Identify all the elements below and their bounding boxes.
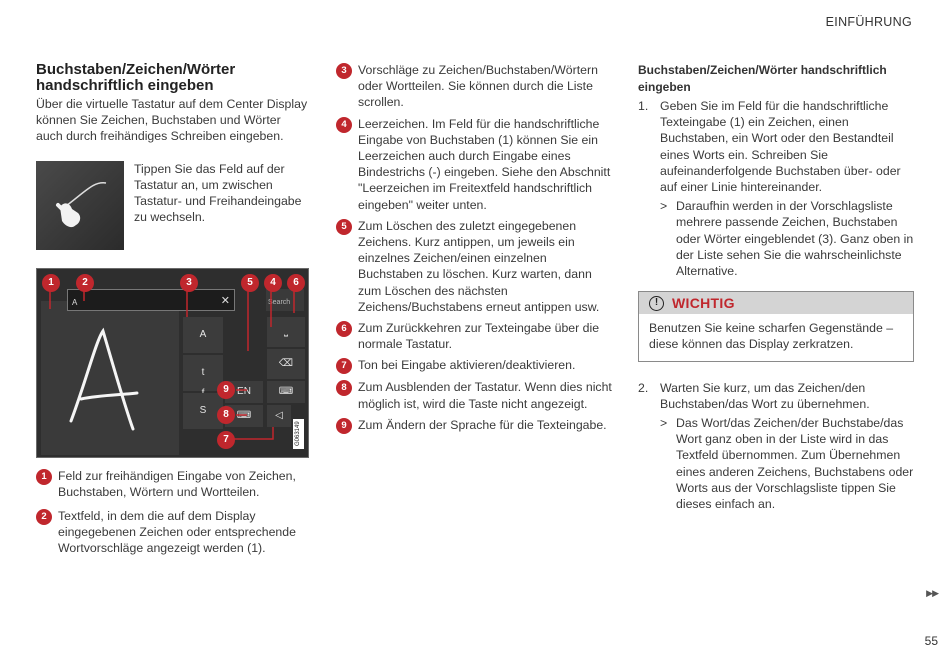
warning-header [639, 292, 913, 314]
step-1-result [638, 198, 914, 279]
callout-1: 1 [42, 274, 60, 292]
handwriting-keyboard-figure [36, 268, 309, 458]
step-text: Warten Sie kurz, um das Zeichen/den Buchstaben/das Wort zu übernehmen. [660, 380, 870, 411]
close-icon[interactable]: ✕ [220, 294, 230, 307]
legend-number: 1 [36, 469, 52, 485]
handwriting-input-area[interactable] [41, 301, 179, 455]
tap-gesture-image [36, 161, 124, 250]
legend-number: 7 [336, 358, 352, 374]
result-marker: > [660, 199, 668, 214]
space-key[interactable]: ⎵ [267, 317, 305, 347]
header-title: EINFÜHRUNG [825, 15, 912, 29]
sound-key[interactable]: ◁ [267, 405, 291, 427]
hide-keyboard-key[interactable]: ⌨ [225, 405, 263, 427]
legend-text: Zum Ausblenden der Tastatur. Wenn dies nicht möglich ist, wird die Taste nicht angezeigt. [358, 380, 612, 411]
suggestion-t[interactable]: t [183, 355, 223, 391]
suggestion-a[interactable]: A [183, 317, 223, 353]
legend-number: 9 [336, 418, 352, 434]
legend-item [336, 62, 612, 111]
step-2 [638, 380, 914, 412]
page-number: 55 [924, 634, 938, 648]
step-1 [638, 98, 914, 195]
column-middle [336, 62, 612, 439]
language-key[interactable]: EN [225, 381, 263, 403]
callout-7: 7 [217, 431, 235, 449]
warning-text: Benutzen Sie keine scharfen Gegenstände – diese können das Display zerkratzen. [649, 321, 894, 352]
legend-item [36, 468, 308, 500]
space-key-placeholder [225, 317, 263, 347]
warning-box [638, 291, 914, 361]
text-field-value: A [72, 297, 78, 307]
legend-item [336, 218, 612, 315]
legend-text: Textfeld, in dem die auf dem Display eingegebenen Zeichen oder entsprechende Wortvorschläge angezeigt werden (1). [58, 509, 296, 556]
result-marker: > [660, 416, 668, 431]
legend-item [336, 116, 612, 213]
step-2-result [638, 415, 914, 512]
hand-tap-icon [36, 161, 124, 250]
text-field[interactable] [67, 289, 235, 311]
intro-paragraph: Über die virtuelle Tastatur auf dem Center Display können Sie Zeichen, Buchstaben und Wörter auch durch freihändiges Schreiben eingeben. [36, 97, 308, 144]
section-heading: Buchstaben/Zeichen/Wörter handschriftlich eingeben [36, 61, 236, 94]
suggestion-s[interactable]: S [183, 393, 223, 429]
procedure-heading: Buchstaben/Zeichen/Wörter handschriftlich eingeben [638, 63, 887, 94]
legend-number: 8 [336, 380, 352, 396]
backspace-key[interactable]: ⌫ [267, 349, 305, 379]
callout-4: 4 [264, 274, 282, 292]
step-number: 1. [638, 99, 649, 113]
next-page-arrows: ▶▶ [926, 588, 938, 598]
figure-id: G063149 [293, 419, 304, 449]
legend-item [36, 508, 308, 557]
warning-icon: ! [649, 296, 664, 311]
legend-item [336, 417, 612, 434]
callout-2: 2 [76, 274, 94, 292]
legend-text: Feld zur freihändigen Eingabe von Zeichen, Buchstaben, Wörtern und Wortteilen. [58, 468, 296, 499]
legend-item [336, 357, 612, 374]
step-number: 2. [638, 380, 649, 395]
result-text: Daraufhin werden in der Vorschlagsliste mehrere passende Zeichen, Buchstaben oder Wörter eingeblendet (3). Ganz oben in der Liste sehen Sie die wahrscheinlichste Alternative. [676, 199, 914, 279]
legend-number: 6 [336, 321, 352, 337]
search-key[interactable]: Search [266, 289, 304, 311]
legend-text: Zum Löschen des zuletzt eingegebenen Zeichens. Kurz antippen, um jeweils ein einzelnes Zeichen/einen einzelnen Buchstaben zu löschen. Kurz warten, dann zum Löschen des nächsten Zeichens/Buchstabens erneut antippen usw. [358, 218, 600, 314]
legend-number: 5 [336, 219, 352, 235]
legend-item [336, 379, 612, 411]
legend-text: Vorschläge zu Zeichen/Buchstaben/Wörtern oder Wortteilen. Sie können durch die Liste scrollen. [358, 63, 598, 110]
result-text: Das Wort/das Zeichen/der Buchstabe/das Wort ganz oben in der Liste wird in das Textfeld übernommen. Zum Übernehmen eines anderen Zeichens, Buchstabens oder Worts aus der Vorschlagsliste tippen Sie dieses einfach an. [676, 416, 914, 512]
tip-row [36, 161, 308, 250]
step-text: Geben Sie im Feld für die handschriftliche Texteingabe (1) ein Zeichen, einen Buchstaben, ein Wort oder den Bestandteil eines Worts ein. Schreiben Sie aufeinanderfolgende Buchstaben über- oder auf einer Linie hintereinander. [660, 99, 901, 195]
keyboard-toggle-key[interactable]: ⌨ [267, 381, 305, 403]
legend-item [336, 320, 612, 352]
legend-text: Zum Zurückkehren zur Texteingabe über die normale Tastatur. [358, 321, 600, 352]
callout-3: 3 [180, 274, 198, 292]
legend-number: 2 [36, 509, 52, 525]
column-right [638, 62, 914, 512]
legend-number: 4 [336, 117, 352, 133]
warning-title: WICHTIG [672, 295, 735, 312]
callout-5: 5 [241, 274, 259, 292]
legend-text: Ton bei Eingabe aktivieren/deaktivieren. [358, 358, 576, 373]
legend-text: Leerzeichen. Im Feld für die handschriftliche Eingabe von Buchstaben (1) können Sie ein Leerzeichen auch durch Eingabe eines Bindestrichs (-) eingeben. Siehe den Abschnitt "Leerzeichen im Freitextfeld handschriftlich eingeben" weiter unten. [358, 116, 611, 212]
drawn-letter-a [41, 301, 179, 455]
callout-9: 9 [217, 381, 235, 399]
legend-text: Zum Ändern der Sprache für die Texteingabe. [358, 417, 607, 432]
callout-8: 8 [217, 406, 235, 424]
column-left [36, 62, 308, 565]
legend-number: 3 [336, 63, 352, 79]
tip-text: Tippen Sie das Feld auf der Tastatur an, um zwischen Tastatur- und Freihandeingabe zu wechseln. [134, 161, 302, 225]
callout-6: 6 [287, 274, 305, 292]
